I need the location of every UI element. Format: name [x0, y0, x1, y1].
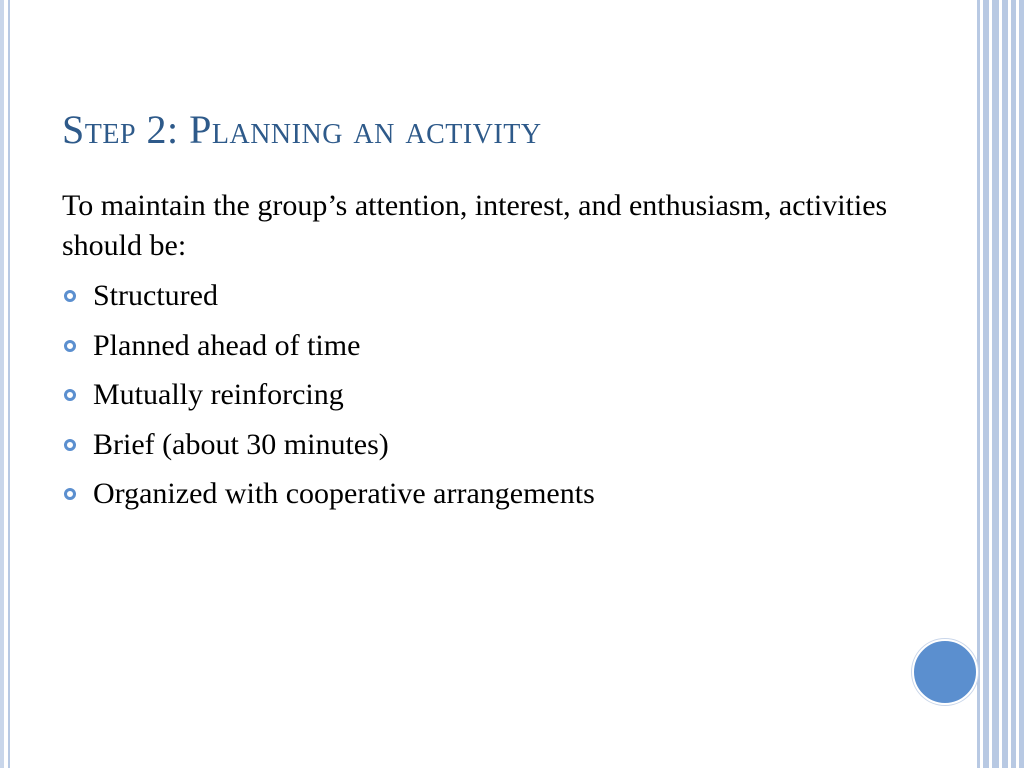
bullet-text: Mutually reinforcing: [93, 378, 344, 411]
accent-circle: [912, 639, 978, 705]
bullet-list: [62, 276, 942, 514]
intro-text: To maintain the group’s attention, interest, and enthusiasm, activities should be:: [62, 189, 888, 262]
right-decor-bar: [1019, 0, 1024, 768]
hollow-circle-bullet-icon: [62, 388, 93, 402]
bullet-text: Planned ahead of time: [93, 328, 361, 362]
right-decor-bar: [1002, 0, 1008, 768]
right-decor-bar: [977, 0, 980, 768]
hollow-circle-bullet-icon: [62, 339, 93, 353]
left-border-stripe: [0, 0, 4, 768]
right-decor-bar: [992, 0, 999, 768]
list-item: [62, 474, 942, 514]
hollow-circle-bullet-icon: [62, 487, 93, 501]
list-item: [62, 276, 942, 316]
slide-body: [62, 186, 942, 524]
right-decor-bar: [983, 0, 989, 768]
list-item: [62, 425, 942, 465]
right-decor-bar: [1011, 0, 1016, 768]
list-item: [62, 326, 942, 366]
bullet-text: Brief (about 30 minutes): [93, 427, 389, 461]
bullet-text: Organized with cooperative arrangements: [93, 477, 595, 510]
slide-title: Step 2: Planning an activity: [62, 107, 542, 152]
bullet-text: Structured: [93, 279, 218, 312]
list-item: [62, 375, 942, 415]
hollow-circle-bullet-icon: [62, 438, 93, 452]
left-border-stripe-inner: [8, 0, 10, 768]
hollow-circle-bullet-icon: [62, 289, 93, 303]
